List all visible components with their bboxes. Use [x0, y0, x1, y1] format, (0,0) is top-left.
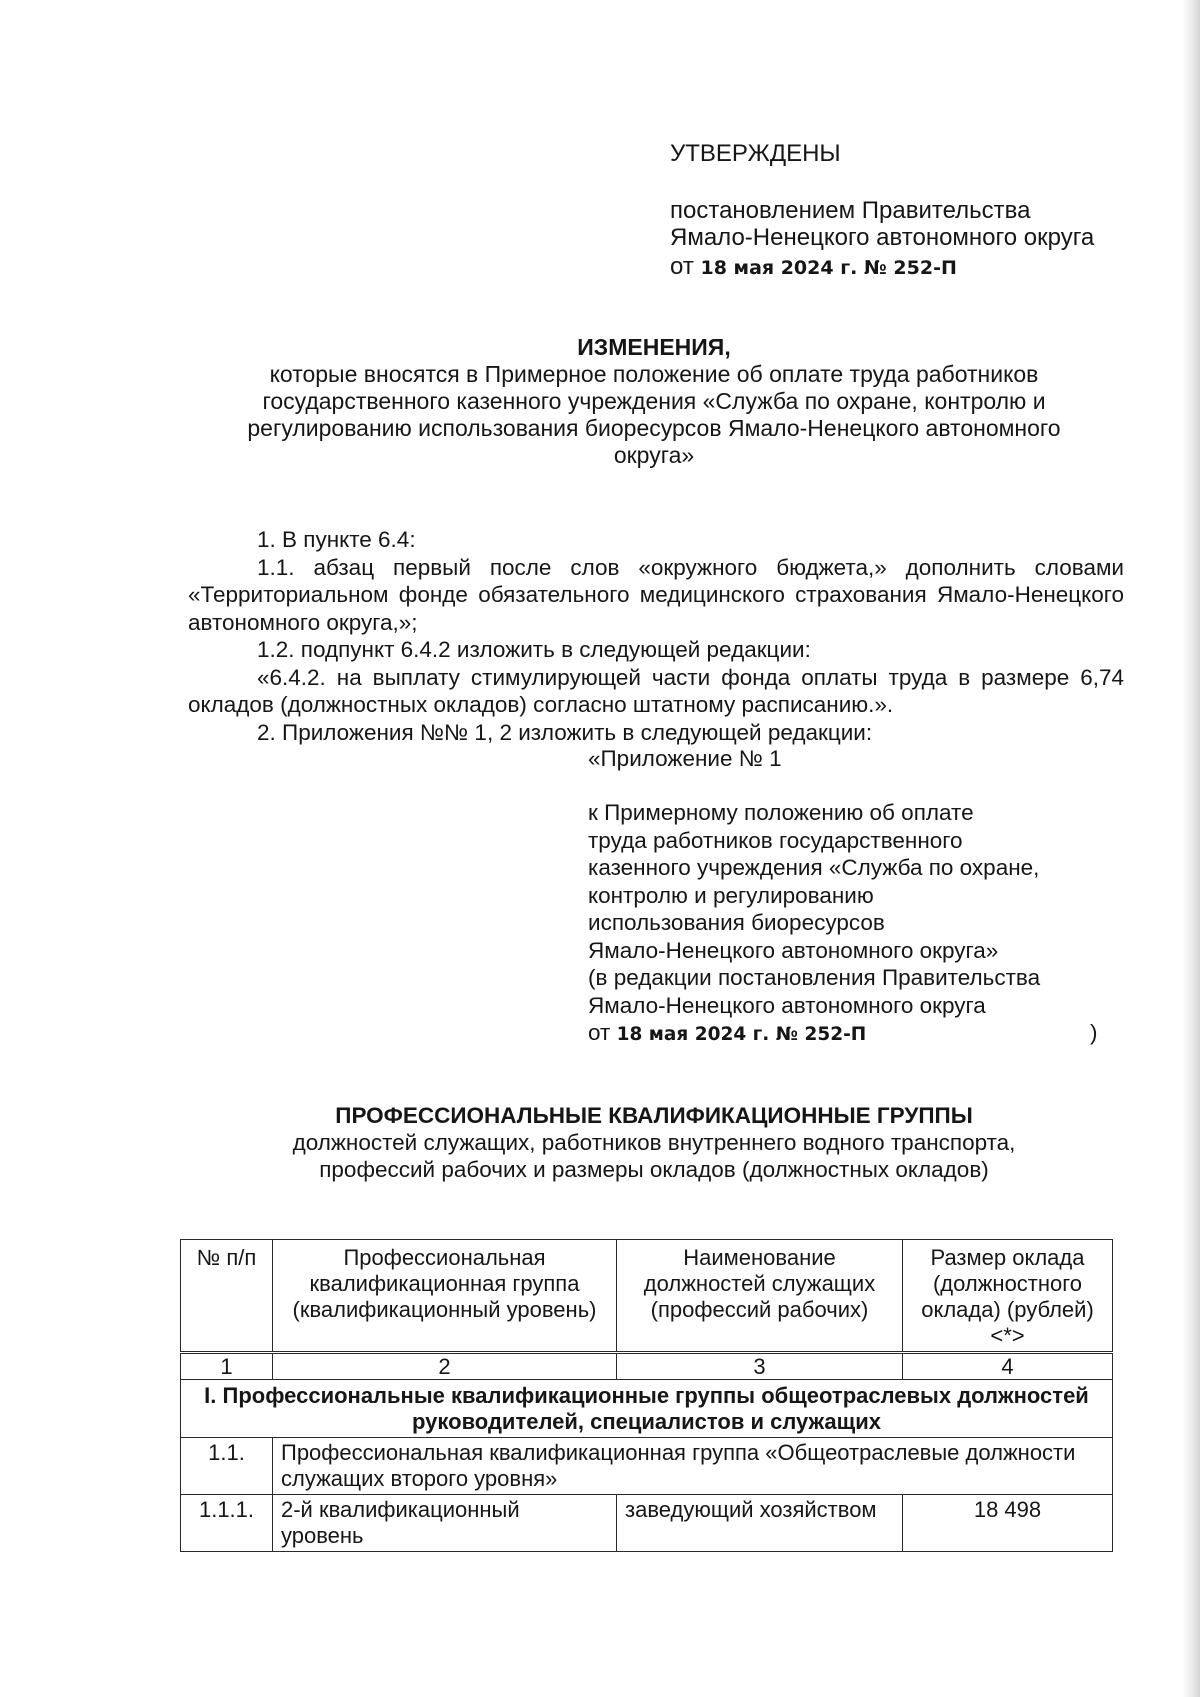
groups-line-1: должностей служащих, работников внутреннего водного транспорта,	[292, 1130, 1016, 1155]
row-salary: 18 498	[903, 1495, 1113, 1552]
appendix-title: «Приложение № 1	[588, 746, 782, 771]
appendix-date-number: 18 мая 2024 г. № 252-П	[616, 1024, 867, 1045]
group-number: 1.1.	[181, 1438, 273, 1495]
header-cell: Наименование должностей служащих (профессий рабочих)	[617, 1240, 903, 1353]
appendix-line-8: Ямало-Ненецкого автономного округа	[588, 992, 986, 1018]
body-text	[188, 526, 1124, 746]
appendix-date	[588, 1019, 1098, 1049]
appendix-caption	[588, 799, 1098, 1049]
groups-line-2: профессий рабочих и размеры окладов (должностных окладов)	[319, 1157, 989, 1182]
section-row	[181, 1380, 1113, 1438]
paragraph-1-2: 1.2. подпункт 6.4.2 изложить в следующей редакции:	[257, 637, 811, 662]
paragraph-1-3: «6.4.2. на выплату стимулирующей части фонда оплаты труда в размере 6,74 окладов (должностных окладов) согласно штатному расписанию.».	[188, 664, 1124, 717]
changes-line-4: округа»	[613, 442, 695, 468]
changes-line-2: государственного казенного учреждения «Служба по охране, контролю и	[262, 388, 1046, 414]
date-number: 18 мая 2024 г. № 252-П	[700, 257, 957, 279]
groups-title	[186, 1102, 1122, 1183]
column-number: 1	[181, 1353, 273, 1380]
appendix-line-7: (в редакции постановления Правительства	[588, 965, 1041, 990]
appendix-line-4: контролю и регулированию	[588, 882, 874, 908]
header-cell: Размер оклада (должностного оклада) (рублей) <*>	[903, 1240, 1113, 1353]
group-row	[181, 1438, 1113, 1495]
row-number: 1.1.1.	[181, 1495, 273, 1552]
appendix-line-6: Ямало-Ненецкого автономного округа»	[588, 937, 999, 963]
column-number: 4	[903, 1353, 1113, 1380]
header-cell: Профессиональная квалификационная группа (квалификационный уровень)	[273, 1240, 617, 1353]
changes-heading: ИЗМЕНЕНИЯ,	[577, 334, 731, 360]
page-edge	[1182, 0, 1200, 1697]
appendix-line-5: использования биоресурсов	[588, 910, 885, 935]
appendix-close-paren: )	[1090, 1020, 1098, 1045]
table-header-row	[181, 1240, 1113, 1353]
appendix-line-1: к Примерному положению об оплате	[588, 800, 974, 825]
table-row	[181, 1495, 1113, 1552]
approved-label: УТВЕРЖДЕНЫ	[670, 140, 841, 167]
approval-date	[670, 252, 957, 283]
changes-line-3: регулированию использования биоресурсов Ямало-Ненецкого автономного	[247, 415, 1061, 441]
groups-heading: ПРОФЕССИОНАЛЬНЫЕ КВАЛИФИКАЦИОННЫЕ ГРУППЫ	[335, 1103, 973, 1128]
qualification-table	[180, 1239, 1113, 1552]
changes-line-1: которые вносятся в Примерное положение об оплате труда работников	[269, 361, 1039, 387]
appendix-line-3: казенного учреждения «Служба по охране,	[588, 855, 1040, 880]
paragraph-1: 1. В пункте 6.4:	[257, 527, 416, 552]
appendix-line-2: труда работников государственного	[588, 827, 963, 853]
group-title: Профессиональная квалификационная группа «Общеотраслевые должности служащих второго уровня»	[273, 1438, 1113, 1495]
paragraph-1-1: 1.1. абзац первый после слов «окружного бюджета,» дополнить словами «Территориальном фонде обязательного медицинского страхования Ямало-Ненецкого автономного округа,»;	[188, 554, 1124, 635]
approval-line-1: постановлением Правительства	[670, 197, 1031, 224]
column-number: 3	[617, 1353, 903, 1380]
changes-title	[186, 334, 1122, 469]
row-level: 2-й квалификационный уровень	[273, 1495, 617, 1552]
column-number-row	[181, 1353, 1113, 1380]
row-position: заведующий хозяйством	[617, 1495, 903, 1552]
appendix-date-prefix: от	[588, 1020, 611, 1045]
column-number: 2	[273, 1353, 617, 1380]
paragraph-2: 2. Приложения №№ 1, 2 изложить в следующей редакции:	[257, 719, 873, 745]
approval-line-2: Ямало-Ненецкого автономного округа	[670, 224, 1095, 251]
header-cell: № п/п	[181, 1240, 273, 1353]
date-prefix: от	[670, 253, 694, 280]
section-title: I. Профессиональные квалификационные группы общеотраслевых должностей руководителей, специалистов и служащих	[181, 1380, 1113, 1438]
